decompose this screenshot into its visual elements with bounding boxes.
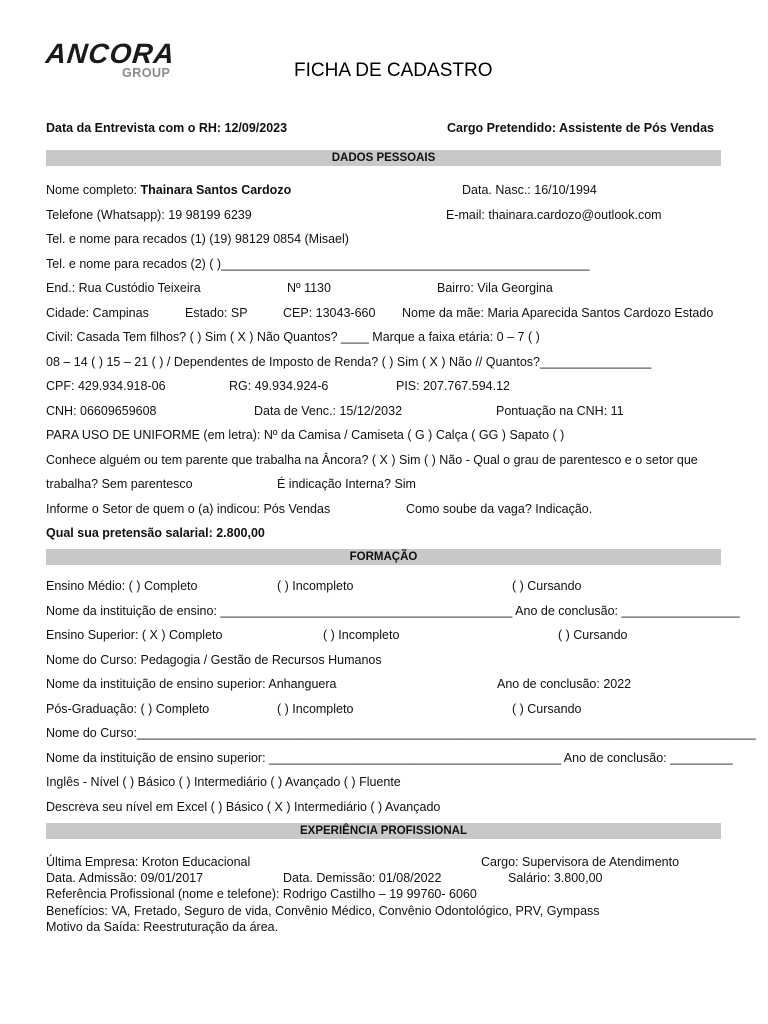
- postgrad-institution: Nome da instituição de ensino superior: __________________________________________ Ano de conclusão: _________: [46, 751, 733, 765]
- english-level: Inglês - Nível ( ) Básico ( ) Intermediário ( ) Avançado ( ) Fluente: [46, 775, 401, 789]
- job-source: Como soube da vaga? Indicação.: [406, 502, 593, 516]
- document-title: FICHA DE CADASTRO: [294, 60, 493, 81]
- dismissal-date: Data. Demissão: 01/08/2022: [283, 871, 442, 885]
- full-name-value: Thainara Santos Cardozo: [140, 183, 292, 197]
- age-range-dependents-line: 08 – 14 ( ) 15 – 21 ( ) / Dependentes de Imposto de Renda? ( ) Sim ( X ) Não // Quantos?________________: [46, 355, 652, 369]
- postgrad-incomplete: ( ) Incompleto: [277, 702, 354, 716]
- section-header-personal-data: DADOS PESSOAIS: [46, 150, 721, 166]
- last-role: Cargo: Supervisora de Atendimento: [481, 855, 680, 869]
- postgrad-course: Nome do Curso:_________________________________________________________________________________________: [46, 726, 756, 740]
- professional-reference: Referência Profissional (nome e telefone): Rodrigo Castilho – 19 99760- 6060: [46, 887, 477, 901]
- interview-date: Data da Entrevista com o RH: 12/09/2023: [46, 121, 288, 135]
- message-contact-2: Tel. e nome para recados (2) ( )_____________________________________________________: [46, 257, 590, 271]
- birth-date: Data. Nasc.: 16/10/1994: [462, 183, 597, 197]
- cpf: CPF: 429.934.918-06: [46, 379, 166, 393]
- high-school-ongoing: ( ) Cursando: [512, 579, 582, 593]
- internal-referral: É indicação Interna? Sim: [277, 477, 416, 491]
- high-school-institution: Nome da instituição de ensino: __________________________________________ Ano de conclusão: _________________: [46, 604, 740, 618]
- full-name-label: Nome completo:: [46, 183, 141, 197]
- zip-code: CEP: 13043-660: [283, 306, 376, 320]
- address-number: Nº 1130: [287, 281, 331, 295]
- benefits: Benefícios: VA, Fretado, Seguro de vida, Convênio Médico, Convênio Odontológico, PRV, Gympass: [46, 904, 600, 918]
- company-logo-subtitle: GROUP: [122, 66, 171, 80]
- section-header-experience: EXPERIÊNCIA PROFISSIONAL: [46, 823, 721, 839]
- email: E-mail: thainara.cardozo@outlook.com: [446, 208, 662, 222]
- rg: RG: 49.934.924-6: [229, 379, 329, 393]
- address-street: End.: Rua Custódio Teixeira: [46, 281, 201, 295]
- mother-name: Nome da mãe: Maria Aparecida Santos Cardozo Estado: [402, 306, 714, 320]
- higher-ed-complete: Ensino Superior: ( X ) Completo: [46, 628, 223, 642]
- high-school-incomplete: ( ) Incompleto: [277, 579, 354, 593]
- relative-at-company-line-2: trabalha? Sem parentesco: [46, 477, 193, 491]
- address-district: Bairro: Vila Georgina: [437, 281, 553, 295]
- message-contact-1: Tel. e nome para recados (1) (19) 98129 0854 (Misael): [46, 232, 349, 246]
- postgrad-ongoing: ( ) Cursando: [512, 702, 582, 716]
- higher-ed-ongoing: ( ) Cursando: [558, 628, 628, 642]
- full-name-field: [46, 183, 291, 197]
- pis: PIS: 207.767.594.12: [396, 379, 510, 393]
- higher-ed-incomplete: ( ) Incompleto: [323, 628, 400, 642]
- last-salary: Salário: 3.800,00: [508, 871, 603, 885]
- referrer-department: Informe o Setor de quem o (a) indicou: Pós Vendas: [46, 502, 331, 516]
- high-school-complete: Ensino Médio: ( ) Completo: [46, 579, 198, 593]
- license-points: Pontuação na CNH: 11: [496, 404, 624, 418]
- higher-ed-year: Ano de conclusão: 2022: [497, 677, 632, 691]
- state: Estado: SP: [185, 306, 248, 320]
- driver-license: CNH: 06609659608: [46, 404, 157, 418]
- excel-level: Descreva seu nível em Excel ( ) Básico ( X ) Intermediário ( ) Avançado: [46, 800, 441, 814]
- relative-at-company-line-1: Conhece alguém ou tem parente que trabalha na Âncora? ( X ) Sim ( ) Não - Qual o grau de parentesco e o setor que: [46, 453, 698, 467]
- salary-expectation: Qual sua pretensão salarial: 2.800,00: [46, 526, 265, 540]
- admission-date: Data. Admissão: 09/01/2017: [46, 871, 204, 885]
- course-name: Nome do Curso: Pedagogia / Gestão de Recursos Humanos: [46, 653, 382, 667]
- license-expiry: Data de Venc.: 15/12/2032: [254, 404, 403, 418]
- civil-status-line: Civil: Casada Tem filhos? ( ) Sim ( X ) Não Quantos? ____ Marque a faixa etária: 0 – 7 ( ): [46, 330, 540, 344]
- desired-position: Cargo Pretendido: Assistente de Pós Vendas: [447, 121, 714, 135]
- leaving-reason: Motivo da Saída: Reestruturação da área.: [46, 920, 279, 934]
- city: Cidade: Campinas: [46, 306, 149, 320]
- phone: Telefone (Whatsapp): 19 98199 6239: [46, 208, 252, 222]
- last-company: Última Empresa: Kroton Educacional: [46, 855, 251, 869]
- company-logo: ANCORA: [44, 38, 177, 69]
- section-header-education: FORMAÇÃO: [46, 549, 721, 565]
- higher-ed-institution: Nome da instituição de ensino superior: Anhanguera: [46, 677, 337, 691]
- postgrad-complete: Pós-Graduação: ( ) Completo: [46, 702, 210, 716]
- uniform-sizes: PARA USO DE UNIFORME (em letra): Nº da Camisa / Camiseta ( G ) Calça ( GG ) Sapato ( ): [46, 428, 565, 442]
